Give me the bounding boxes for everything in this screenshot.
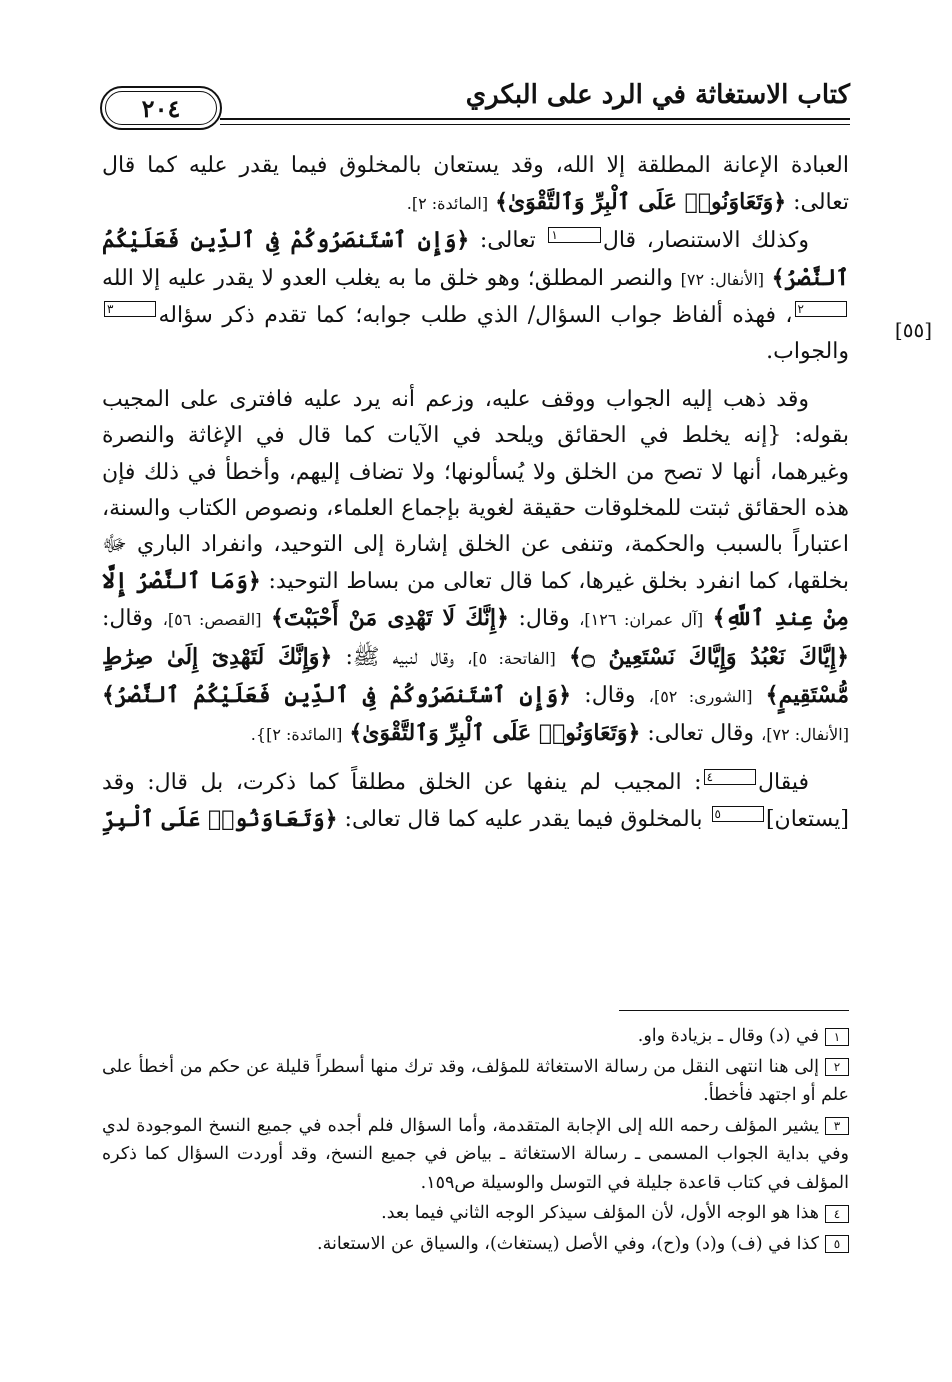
verse-reference: [الفاتحة: ٥]، (467, 648, 556, 668)
footnote-number: ٢ (825, 1058, 849, 1076)
paragraph-4 (102, 765, 849, 838)
footnote-text: كذا في (ف) و(د) و(ح)، وفي الأصل (يستغاث)، والسياق عن الاستعانة. (317, 1233, 819, 1254)
footnote-number: ٤ (825, 1205, 849, 1223)
verse-reference: [آل عمران: ١٢٦]، (579, 610, 704, 630)
footnote-text: هذا هو الوجه الأول، لأن المؤلف سيذكر الوجه الثاني فيما بعد. (381, 1203, 819, 1223)
text-span: وقال: (102, 606, 154, 632)
footnote-marker[interactable]: ١ (548, 227, 600, 243)
footnote-item (102, 1230, 849, 1259)
text-span: وقال تعالى: (647, 721, 755, 747)
paragraph-1 (102, 148, 849, 222)
footnotes (102, 1022, 849, 1260)
verse-reference: [القصص: ٥٦]، (162, 610, 262, 630)
text-span: بالمخلوق فيما يقدر عليه كما قال تعالى: (344, 807, 703, 833)
page-number: ٢٠٤ (141, 93, 181, 123)
quran-verse: ﴿وَتَعَاوَنُوا۟ عَلَى ٱلْبِرِّ وَٱلتَّقْوَىٰ﴾ (349, 720, 641, 747)
footnote-separator (619, 1010, 849, 1011)
footnote-marker[interactable]: ٣ (104, 301, 156, 317)
footnote-item (102, 1112, 849, 1198)
text-span: وكذلك الاستنصار، قال (602, 228, 809, 254)
text-span: وقد ذهب إليه الجواب ووقف عليه، وزعم أنه يرد عليه فافترى على المجيب بقوله: {إنه يخلط في الحقائق ويلحد في الآيات كما قال في الإغاثة والنصرة وغيرهما، أنها لا تصح من الخلق ولا يُسألونها؛ ولا تضاف إليهم، وأخطأ في ذلك فإن هذه الحقائق ثبتت للمخلوقات حقيقة لغوية بإجماع العلماء، ونصوص الكتاب والسنة، اعتباراً بالسبب والحكمة، وتنفى عن الخلق إشارة إلى التوحيد، وانفراد الباري ﷻ بخلقها، كما انفرد بخلق غيرها، كما قال تعالى من بساط التوحيد: (102, 387, 849, 595)
header-rule-thick (220, 118, 850, 120)
quran-verse: ﴿وَمَا ٱلنَّصْرُ إِلَّا مِنْ عِندِ ٱللَّهِ﴾ (102, 568, 850, 632)
running-title: كتاب الاستغاثة في الرد على البكري (465, 80, 850, 110)
footnote-marker[interactable]: ٤ (704, 769, 756, 785)
footnote-item (102, 1053, 849, 1110)
text-span: وقال: (518, 606, 570, 632)
quran-verse: ﴿وَتَعَاوَنُوا۟ عَلَى ٱلْبِرِّ وَٱلتَّقْوَىٰ﴾ (495, 189, 787, 216)
verse-reference: [المائدة: ٢]. (406, 194, 489, 214)
footnote-item (102, 1199, 849, 1228)
text-span: العبادة الإعانة المطلقة إلا الله، وقد يستعان بالمخلوق فيما يقدر عليه كما قال تعالى: (102, 153, 849, 216)
text-span: : المجيب لم ينفها عن الخلق مطلقاً كما ذكرت، بل قال: وقد [يستعان] (102, 770, 849, 833)
page-number-badge (100, 86, 222, 130)
footnote-number: ١ (825, 1028, 849, 1046)
quran-verse: ﴿إِيَّاكَ نَعْبُدُ وَإِيَّاكَ نَسْتَعِينُ ۝﴾ (568, 643, 849, 670)
verse-reference: [الأنفال: ٧٢] (680, 269, 765, 289)
text-span: فيقال (758, 770, 809, 796)
main-text (102, 148, 849, 839)
footnote-number: ٥ (825, 1235, 849, 1253)
manuscript-page-marker: [٥٥] (894, 318, 932, 342)
quran-verse: ﴿وَإِنِ ٱسْتَنصَرُوكُمْ فِى ٱلدِّينِ فَعَلَيْكُمُ ٱلنَّصْرُ﴾ (102, 227, 849, 291)
paragraph-2 (102, 222, 849, 370)
footnote-text: في (د) وقال ـ بزيادة واو. (637, 1026, 819, 1046)
quran-verse: ﴿وَإِنِ ٱسْتَنصَرُوكُمْ فِى ٱلدِّينِ فَعَلَيْكُمُ ٱلنَّصْرُ﴾ (102, 681, 572, 708)
text-span: وقال لنبيه ﷺ: (345, 644, 455, 670)
verse-reference: [الأنفال: ٧٢]، (761, 725, 849, 745)
footnote-marker[interactable]: ٢ (795, 301, 847, 317)
footnote-number: ٣ (825, 1117, 849, 1135)
footnote-text: إلى هنا انتهى النقل من رسالة الاستغاثة للمؤلف، وقد ترك منها أسطراً قليلة عن حكم من أخطأ على علم أو اجتهد فأخطأ. (102, 1056, 849, 1105)
verse-reference: [المائدة: ٢]}. (250, 725, 343, 745)
verse-reference: [الشورى: ٥٢]، (648, 686, 753, 706)
footnote-marker[interactable]: ٥ (712, 806, 764, 822)
footnote-text: يشير المؤلف رحمه الله إلى الإجابة المتقدمة، وأما السؤال فلم أجده في جميع النسخ الموجودة لدي وفي بداية الجواب المسمى ـ رسالة الاستغاثة ـ بياض في جميع النسخ، وقد أوردت السؤال كما ذكره المؤلف في كتاب قاعدة جليلة في التوسل والوسيلة ص١٥٩. (102, 1115, 849, 1193)
page-header (100, 70, 850, 132)
quran-verse: ﴿وَإِنَّكَ لَتَهْدِىٓ إِلَىٰ صِرَٰطٍ مُّسْتَقِيمٍ﴾ (102, 643, 850, 708)
text-span: تعالى: (479, 228, 536, 254)
text-span: والجواب. (766, 339, 849, 365)
quran-verse: ﴿إِنَّكَ لَا تَهْدِى مَنْ أَحْبَبْتَ﴾ (271, 605, 509, 632)
text-span: وقال: (584, 682, 636, 708)
text-span: ، فهذه ألفاظ جواب السؤال/ الذي طلب جوابه؛ كما تقدم ذكر سؤاله (158, 302, 793, 328)
header-rule-thin (220, 124, 850, 125)
paragraph-3 (102, 382, 849, 753)
footnote-item (102, 1022, 849, 1051)
text-span: والنصر المطلق؛ وهو خلق ما به يغلب العدو لا يقدر عليه إلا الله (102, 265, 673, 291)
quran-verse: ﴿وَتَعَاوَنُوا۟ عَلَى ٱلْبِرِّ (102, 806, 338, 833)
